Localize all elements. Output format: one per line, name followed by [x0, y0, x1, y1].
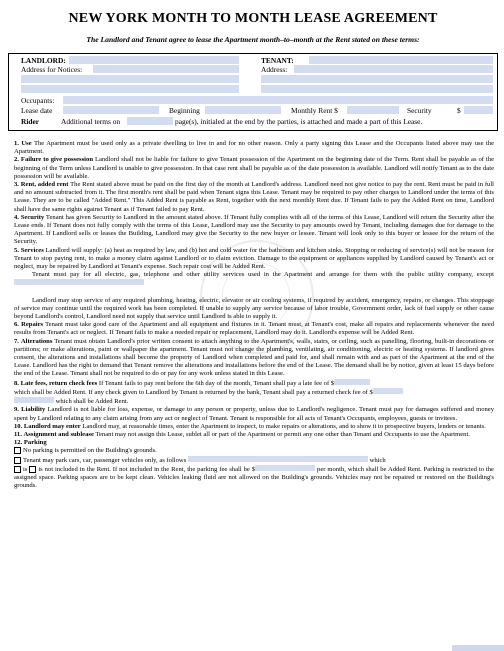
clauses-4-title: Services [20, 246, 44, 254]
intro-statement: The Landlord and Tenant agree to lease the Apartment month–to–month at the Rent stated on these terms: [86, 35, 420, 44]
clauses-4-num: 5. [14, 246, 19, 254]
clause-4 [14, 214, 494, 247]
clauses-13-text: Landlord may, at reasonable times, enter the Apartment to inspect, to make repairs or alterations, and to show it to prospective buyers, lenders or tenants. [82, 422, 486, 430]
return-check-fee-field[interactable] [373, 388, 403, 394]
security-label: Security [407, 106, 432, 115]
clause-11 [14, 431, 494, 439]
rider-text-2: page(s), initialed at the end by the parties, is attached and made a part of this Lease. [175, 117, 423, 126]
parking-not-included-checkbox[interactable] [29, 466, 36, 473]
clause-5-utilities [14, 271, 494, 288]
parking-option-3 [14, 465, 494, 491]
parking-option-1 [14, 447, 494, 455]
parking-opt2a: Tenant may park cars, car, passenger vehicles only, as follows [23, 456, 187, 464]
clauses-8-text: Tenant must obtain Landlord's prior written consent to attach anything to the Apartment's, walls, stairs, or ceiling, such as panelling, flooring, built-in decorations or partitions; or make alterations, paint or wallpaper the apartment. Tenant must not change the plumbing, ventilating, air conditioning, electric or heating systems. If landlord gives consent, the alterations and installations shall become the property of Landlord when completed and paid for, and shall remain with and as part of the Apartment at the end of the Lease. Landlord has the right to demand that Tenant remove the alterations and installations before the end of the Lease. The demand shall be by notice, given at least 15 days before the end of the Lease. Tenant shall not be required to do or pay for any work unless stated in this Lease. [14, 337, 494, 378]
clauses-9-text: If Tenant fails to pay rent before the 6th day of the month, Tenant shall pay a late fee of $ [98, 379, 335, 387]
utilities-exception-field[interactable] [14, 279, 144, 285]
clause-12 [14, 439, 494, 447]
clause-7 [14, 338, 494, 379]
clauses-8-title: Alterations [20, 337, 53, 345]
clauses-1-num: 2. [14, 156, 19, 164]
landlord-address-line3[interactable] [21, 85, 239, 93]
lease-date-label: Lease date [21, 106, 53, 115]
parking-details-field[interactable] [188, 456, 368, 462]
clauses-11-text: which shall be Added Rent. [55, 398, 129, 406]
clauses-7-title: Repairs [21, 321, 44, 329]
tenant-name-field[interactable] [309, 56, 493, 64]
clauses-10-text: which shall be Added Rent. If any check given to Landlord by Tenant is returned by the bank, Tenant shall pay a returned check fee of $ [14, 388, 373, 396]
tenant-address-field[interactable] [294, 65, 493, 73]
clause-5 [14, 247, 494, 272]
rider-text-1: Additional terms on [61, 117, 121, 126]
tenant-address-line3[interactable] [261, 85, 493, 93]
clause-8-end [14, 397, 494, 406]
occupants-field[interactable] [63, 96, 493, 104]
clauses-2-num: 3. [14, 181, 19, 189]
clauses-14-text: Tenant may not assign this Lease, sublet all or part of the Apartment or permit any one other than Tenant and Occupants to use the Apartment. [95, 430, 470, 438]
tenant-address-label: Address: [261, 65, 288, 74]
clauses-3-title: Security [20, 213, 45, 221]
security-field[interactable] [464, 106, 493, 114]
beginning-field[interactable] [205, 106, 281, 114]
clauses-6-text: Landlord may stop service of any required plumbing, heating, electric, elevator or air cooling systems, if required by accident, emergency, repairs, or changes. This stoppage of service may continue until the required work has been completed. If unable to supply any service because of labor trouble, Government order, lack of fuel supply or other cause beyond Landlord's control, Landlord need not supply that service until Landlord is able to supply it. [14, 296, 494, 321]
clauses-12-num: 9. [14, 406, 19, 414]
clause-6 [14, 321, 494, 337]
parking-opt3b: is not included in the Rent. If not included in the Rent, the parking fee shall be $ [38, 465, 256, 473]
parties-form [8, 53, 498, 131]
clause-3 [14, 181, 494, 214]
clause-5-stoppage [14, 297, 494, 322]
clauses-13-num: 10. [14, 422, 23, 430]
clauses-15-num: 12. [14, 439, 23, 447]
landlord-address-field[interactable] [93, 65, 239, 73]
clauses-1-title: Failure to give possession [20, 156, 93, 164]
parking-none-checkbox[interactable] [14, 447, 21, 454]
clause-8 [14, 379, 494, 388]
monthly-rent-field[interactable] [347, 106, 399, 114]
clauses-5-text: Tenant must pay for all electric, gas, telephone and other utility services used in the Apartment and arrange for them with the public utility company, except [32, 271, 494, 279]
parking-fee-field[interactable] [255, 465, 315, 471]
clauses-12-title: Liability [21, 406, 46, 414]
clause-8-cont [14, 388, 494, 397]
clause-2 [14, 156, 494, 181]
page-corner-tab [452, 645, 504, 651]
clauses-3-num: 4. [14, 213, 19, 221]
clauses-0-title: Use [21, 140, 32, 147]
clauses-3-text: Tenant has given Security to Landlord in the amount stated above. If Tenant fully complies with all of the terms of this Lease, Landlord will return the Security after the Lease ends. If Tenant does not fully comply with the terms of this Lease, Landlord may use the Security to pay amounts owed by Tenant, including damages due for damage to the Apartment. If Landlord sells or leases the Building, Landlord may give the Security to the new buyer or lessee. Tenant will look only to this buyer or lessee for the return of the Security. [14, 213, 495, 246]
parking-opt1: No parking is permitted on the Building's grounds. [23, 447, 157, 455]
landlord-label: LANDLORD: [21, 56, 66, 65]
lease-clauses [14, 140, 494, 490]
monthly-rent-label: Monthly Rent $ [291, 106, 338, 115]
landlord-address-line2[interactable] [21, 75, 239, 83]
parking-opt2b: which [369, 456, 386, 464]
tenant-address-line2[interactable] [261, 75, 493, 83]
security-dollar: $ [457, 106, 461, 115]
beginning-label: Beginning [169, 106, 200, 115]
clauses-2-text: The Rent stated above must be paid on the first day of the month at Landlord's address. Landlord need not give notice to pay the rent. Rent must be paid in full and no amount subtracted from it. The first month's rent shall be paid when Tenant signs this Lease. Tenant may be required to pay other charges to Landlord under the terms of this Lease. They are to be called "Added Rent." This Added Rent is payable as Rent, together with the next monthly Rent due. If Tenant fails to pay the Added Rent on time, Landlord shall have the same rights against Tenant as if Tenant failed to pay Rent. [14, 181, 495, 213]
parking-included-checkbox[interactable] [14, 466, 21, 473]
clauses-14-num: 11. [14, 430, 22, 438]
lease-date-field[interactable] [63, 106, 159, 114]
return-check-fee-line[interactable] [14, 397, 54, 403]
parking-option-2 [14, 456, 494, 465]
clause-1 [14, 140, 494, 156]
clauses-14-title: Assignment and sublease [23, 430, 94, 438]
clauses-15-title: Parking [23, 439, 47, 447]
clauses-0-num: 1. [14, 140, 19, 147]
clauses-12-text: Landlord is not liable for loss, expense, or damage to any person or property, unless due to Landlord's negligence. Tenant must pay for damages suffered and money spent by Landlord relating to any claim arising from any act or neglect of Tenant. Tenant is responsible for all acts of Tenant's Occupants, employees, guests or invitees. [14, 406, 495, 422]
document-title: NEW YORK MONTH TO MONTH LEASE AGREEMENT [68, 11, 438, 26]
clause-10 [14, 423, 494, 431]
occupants-label: Occupants: [21, 96, 55, 105]
clauses-8-num: 7. [14, 337, 19, 345]
clauses-9-title: Late fees, return check fees [20, 379, 98, 387]
tenant-label: TENANT: [261, 56, 294, 65]
clauses-7-text: Tenant must take good care of the Apartment and all equipment and fixtures in it. Tenant must, at Tenant's cost, make all repairs and replacements whenever the need results from Tenant's act or neglect. If Tenant fails to make a needed repair or replacement, Landlord may do it. Landlord's expense will be Added Rent. [14, 321, 495, 337]
parking-opt3a: is [23, 465, 28, 473]
clauses-0-text: The Apartment must be used only as a private dwelling to live in and for no other reason. Only a party signing this Lease and the Occupants listed above may use the Apartment. [14, 140, 494, 156]
parking-allowed-checkbox[interactable] [14, 457, 21, 464]
clauses-4-text: Landlord will supply: (a) heat as required by law, and (b) hot and cold water for the bathroom and kitchen sinks. Stopping or reducing of service(s) will not be reason for Tenant to stop paying rent, to make a money claim against Landlord or to claim eviction. Damage to the equipment or appliances supplied by Landlord caused by Tenant's act or neglect, may be repaired by Landlord at Tenant's expense. Such repair cost will be Added Rent. [14, 246, 494, 271]
clauses-9-num: 8. [14, 379, 19, 387]
rider-pages-field[interactable] [127, 117, 173, 125]
late-fee-field[interactable] [334, 379, 370, 385]
clauses-1-text: Landlord shall not be liable for failure to give Tenant possession of the Apartment on the beginning date of the Term. Rent shall be payable as of the beginning of the Term unless Landlord is unable to give possession. In that case rent shall be payable as of the date possession is available. Landlord will notify Tenant as to the date possession will be available. [14, 156, 494, 180]
clauses-7-num: 6. [14, 321, 19, 329]
clauses-2-title: Rent, added rent [20, 181, 69, 189]
clauses-13-title: Landlord may enter [23, 422, 81, 430]
rider-label: Rider [21, 117, 40, 126]
parking-opt3c: per month, which shall be Added Rent. Parking is restricted to the assigned space. Parking spaces are to be kept clean. Vehicles leaking fluid are not allowed on the Building's grounds. Vehicles may not be repaired or restored on the Building's grounds. [14, 465, 494, 490]
clause-9 [14, 406, 494, 422]
landlord-name-field[interactable] [69, 56, 239, 64]
address-notices-label: Address for Notices: [21, 65, 83, 74]
